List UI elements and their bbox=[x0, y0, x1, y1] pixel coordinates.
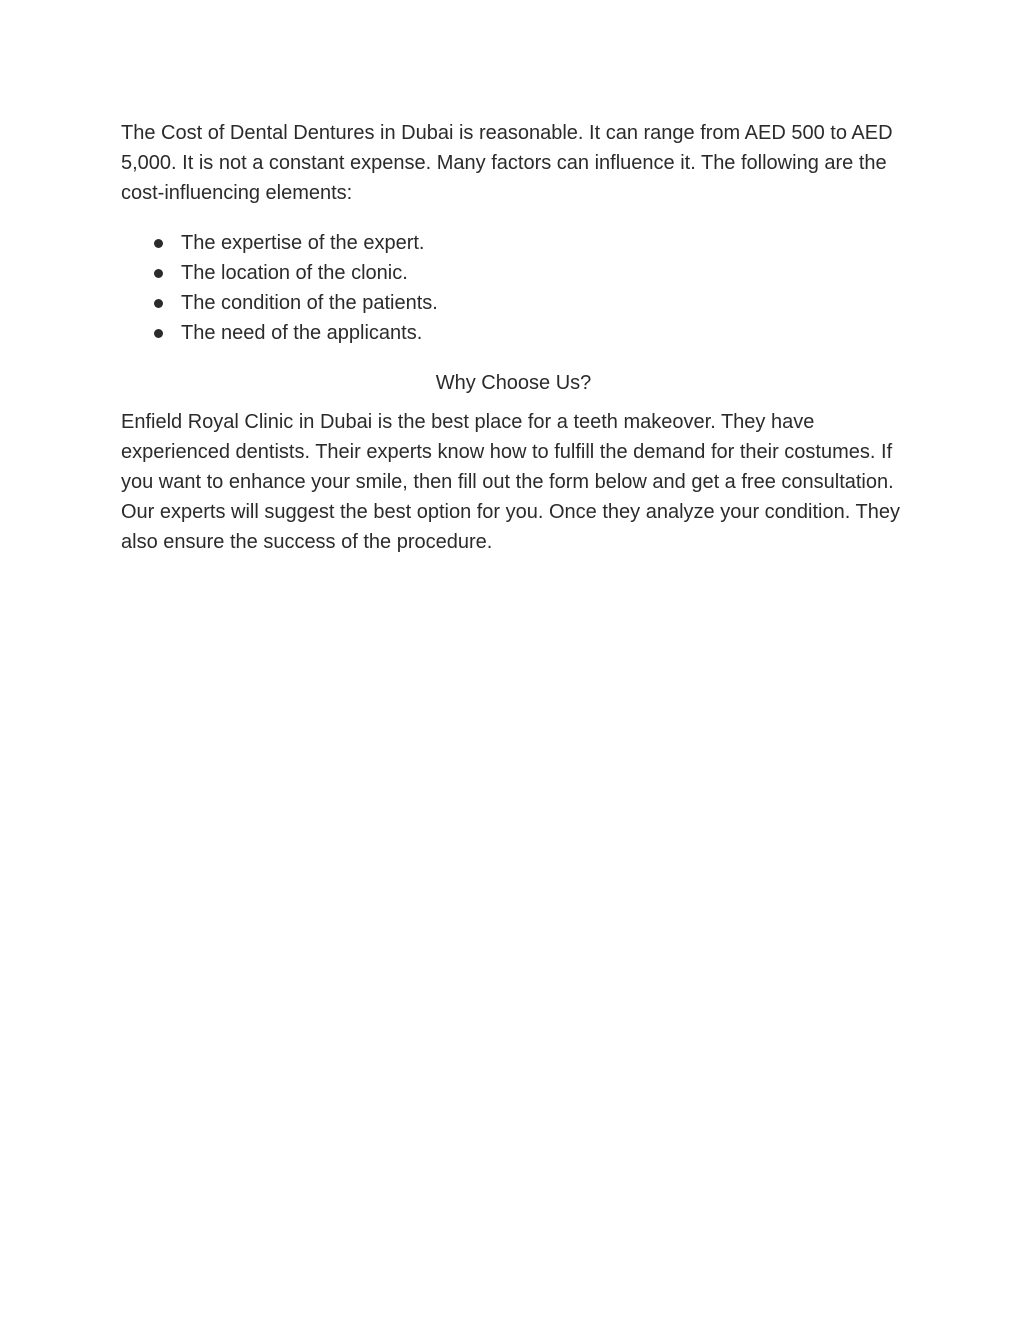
list-item-text: The condition of the patients. bbox=[181, 292, 438, 314]
bullet-icon bbox=[154, 239, 163, 248]
section-heading: Why Choose Us? bbox=[435, 372, 592, 394]
list-item-text: The expertise of the expert. bbox=[181, 232, 425, 254]
list-item bbox=[121, 258, 906, 288]
closing-paragraph: Enfield Royal Clinic in Dubai is the best place for a teeth makeover. They have experienced dentists. Their experts know how to fulfill the demand for their costumes. If you want to enhance your smile, then fill out the form below and get a free consultation. Our experts will suggest the best option for you. Once they analyze your condition. They also ensure the success of the procedure. bbox=[121, 411, 900, 553]
cost-factors-list bbox=[121, 228, 906, 348]
bullet-icon bbox=[154, 329, 163, 338]
intro-paragraph: The Cost of Dental Dentures in Dubai is reasonable. It can range from AED 500 to AED 5,000. It is not a constant expense. Many factors can influence it. The following are the cost-influencing elements: bbox=[121, 122, 893, 204]
document-body bbox=[121, 118, 906, 557]
list-item-text: The location of the clonic. bbox=[181, 262, 408, 284]
list-item-text: The need of the applicants. bbox=[181, 322, 423, 344]
list-item bbox=[121, 288, 906, 318]
list-item bbox=[121, 228, 906, 258]
bullet-icon bbox=[154, 269, 163, 278]
list-item bbox=[121, 318, 906, 348]
bullet-icon bbox=[154, 299, 163, 308]
